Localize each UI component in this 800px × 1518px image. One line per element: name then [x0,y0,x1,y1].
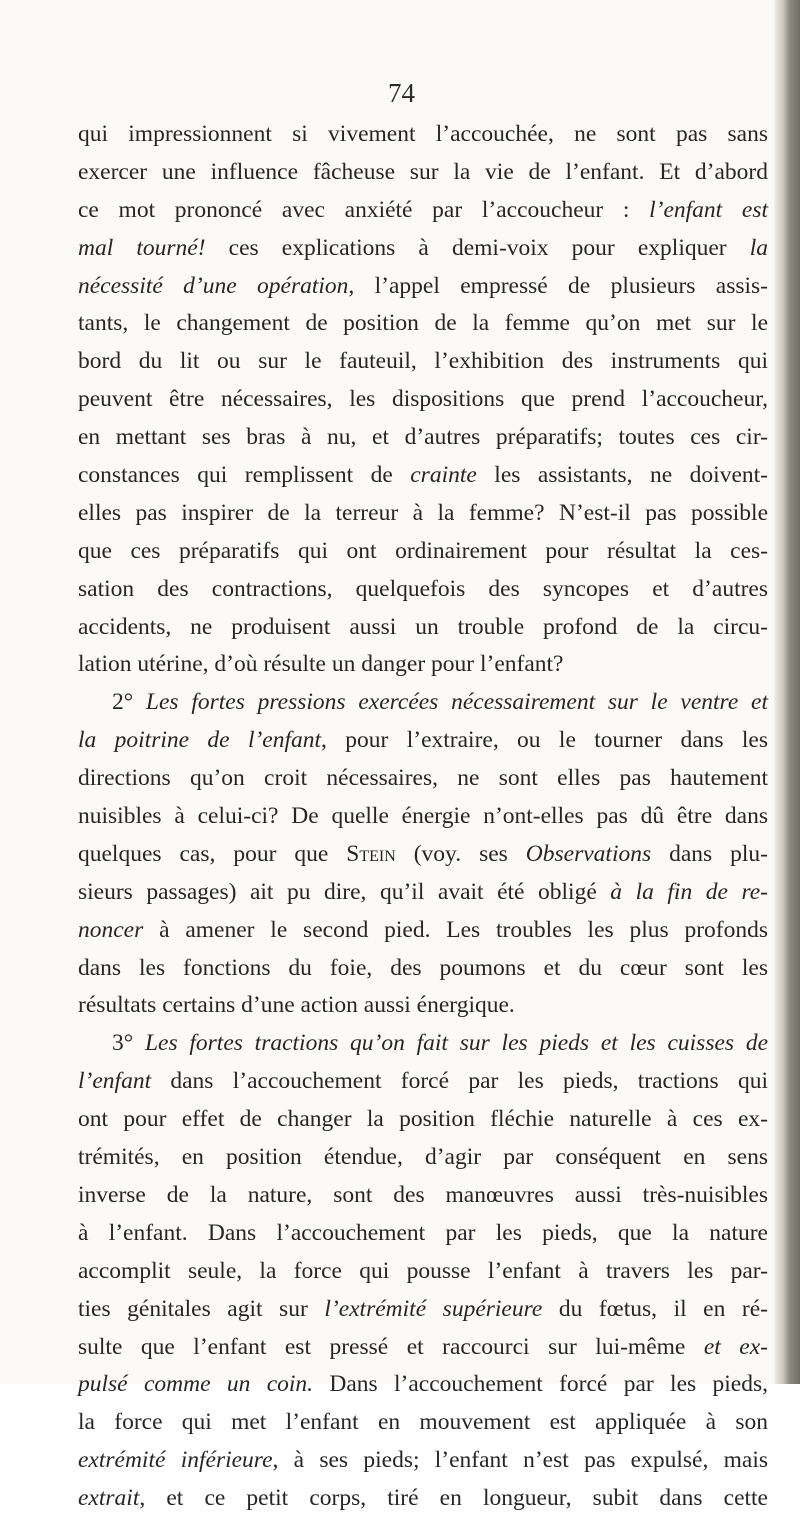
text-segment: ces explications à demi-voix pour expliquer [205,234,750,261]
text-segment: accidents, ne produisent aussi un trouble profond de la circu- [78,613,768,640]
text-segment: que ces préparatifs qui ont ordinairement pour résultat la ces- [78,537,768,564]
text-segment: constances qui remplissent de [78,462,411,489]
italic-text: la [749,234,768,261]
text-line [78,419,768,457]
text-line [78,1404,768,1442]
page-number: 74 [388,78,415,108]
italic-text: mal tourné! [78,234,206,261]
text-line [78,154,768,192]
text-line [78,1063,768,1101]
italic-text: extrémité inférieure [78,1447,273,1474]
text-segment: la force qui met l’enfant en mouvement est appliquée à son [78,1409,768,1436]
text-segment: peuvent être nécessaires, les dispositions que prend l’accoucheur, [78,386,768,413]
text-line [78,1253,768,1291]
text-line [78,1177,768,1215]
text-line [78,495,768,533]
text-segment: lation utérine, d’où résulte un danger pour l’enfant? [78,651,564,678]
text-segment: elles pas inspirer de la terreur à la femme? N’est-il pas possible [78,499,768,526]
text-segment: dans plu- [651,840,768,867]
text-segment: directions qu’on croit nécessaires, ne sont elles pas hautement [78,765,768,792]
text-segment: accomplit seule, la force qui pousse l’enfant à travers les par- [78,1257,768,1284]
text-segment: les assistants, ne doivent- [476,462,768,489]
text-line [78,305,768,343]
italic-text: Observations [525,840,652,867]
text-line [78,1442,768,1480]
text-line [78,268,768,306]
text-segment: 3° [112,1030,145,1057]
text-line [78,1480,768,1518]
italic-text: pulsé comme un coin. [78,1371,314,1398]
text-line [78,1215,768,1253]
text-line [78,1101,768,1139]
text-line [78,1329,768,1367]
text-line [78,987,768,1025]
text-segment: bord du lit ou sur le fauteuil, l’exhibition des instruments qui [78,348,768,375]
text-line [78,381,768,419]
text-segment: sieurs passages) ait pu dire, qu’il avait été obligé [78,878,611,905]
text-segment: en mettant ses bras à nu, et d’autres préparatifs; toutes ces cir- [78,424,768,451]
text-segment: inverse de la nature, sont des manœuvres aussi très-nuisibles [78,1181,768,1208]
text-segment: qui impressionnent si vivement l’accouchée, ne sont pas sans [78,121,768,147]
text-segment: exercer une influence fâcheuse sur la vie de l’enfant. Et d’abord [78,158,768,185]
text-line [78,1025,768,1063]
text-segment: nuisibles à celui-ci? De quelle énergie n’ont-elles pas dû être dans [78,803,768,830]
text-segment: ce mot prononcé avec anxiété par l’accoucheur : [78,196,650,223]
text-segment: , pour l’extraire, ou le tourner dans les [321,727,768,754]
text-line [78,343,768,381]
italic-text: noncer [78,916,144,943]
text-line [78,722,768,760]
italic-text: l’enfant est [649,196,768,223]
text-segment: , et ce petit corps, tiré en longueur, subit dans cette [139,1485,768,1512]
text-segment: dans l’accouchement forcé par les pieds, tractions qui [151,1068,768,1095]
text-segment: ties génitales agit sur [78,1295,325,1322]
italic-text: à la fin de re- [610,878,768,905]
text-line [78,192,768,230]
text-line [78,760,768,798]
text-segment: , l’appel empressé de plusieurs assis- [348,272,768,299]
text-line [78,609,768,647]
text-line [78,116,768,154]
text-segment: sation des contractions, quelquefois des syncopes et d’autres [78,575,768,602]
italic-text: et ex- [703,1333,768,1360]
text-line [78,798,768,836]
text-segment: quelques cas, pour que [78,840,347,867]
text-segment: résultats certains d’une action aussi énergique. [78,992,515,1019]
italic-text: l’enfant [78,1068,152,1095]
text-line [78,230,768,268]
text-line [78,1366,768,1404]
text-segment: (voy. ses [395,840,526,867]
text-segment: trémités, en position étendue, d’agir par conséquent en sens [78,1144,768,1171]
text-line [78,836,768,874]
text-line [78,912,768,950]
text-line [78,1291,768,1329]
italic-text: Les fortes pressions exercées nécessairement sur le ventre et [145,689,768,716]
italic-text: la poitrine de l’enfant [78,727,322,754]
text-segment: Dans l’accouchement forcé par les pieds, [313,1371,768,1398]
body-text [78,116,768,1518]
text-line [78,950,768,988]
italic-text: l’extrémité supérieure [324,1295,543,1322]
text-segment: tants, le changement de position de la femme qu’on met sur le [78,310,768,337]
text-segment: , à ses pieds; l’enfant n’est pas expulsé, mais [272,1447,768,1474]
text-segment: sulte que l’enfant est pressé et raccourci sur lui-même [78,1333,704,1360]
text-segment: 2° [112,689,146,716]
text-line [78,1139,768,1177]
italic-text: extrait [78,1485,140,1512]
page-edge-shadow [774,0,800,1384]
text-line [78,457,768,495]
text-segment: à l’enfant. Dans l’accouchement par les pieds, que la nature [78,1219,768,1246]
text-segment: du fœtus, il en ré- [542,1295,768,1322]
italic-text: crainte [410,462,477,489]
text-line [78,684,768,722]
italic-text: Les fortes tractions qu’on fait sur les pieds et les cuisses de [144,1030,768,1057]
text-line [78,646,768,684]
text-line [78,571,768,609]
text-segment: dans les fonctions du foie, des poumons et du cœur sont les [78,954,768,981]
small-caps-text: Stein [346,840,396,867]
italic-text: nécessité d’une opération [78,272,349,299]
text-line [78,533,768,571]
text-line [78,874,768,912]
text-segment: à amener le second pied. Les troubles les plus profonds [143,916,768,943]
text-segment: ont pour effet de changer la position fléchie naturelle à ces ex- [78,1106,768,1133]
